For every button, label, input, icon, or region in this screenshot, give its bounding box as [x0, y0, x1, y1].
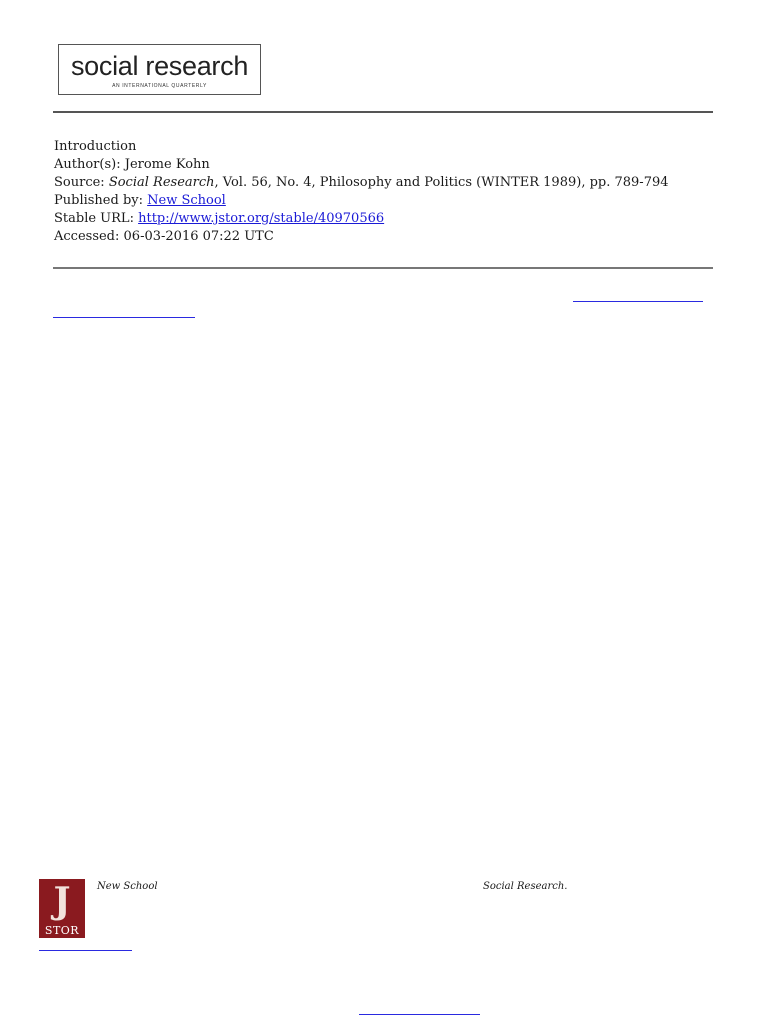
- journal-logo: [58, 44, 261, 95]
- middle-divider: [53, 267, 713, 269]
- published-label: Published by:: [54, 193, 143, 208]
- accessed-line: [54, 228, 714, 246]
- jstor-link-underline[interactable]: [39, 950, 132, 951]
- jstor-logo-text: STOR: [44, 924, 80, 937]
- authors-line: [54, 156, 714, 174]
- bottom-link-underline[interactable]: [359, 1014, 480, 1015]
- accessed-value: 06-03-2016 07:22 UTC: [123, 229, 274, 244]
- terms-link-underline-continued[interactable]: [53, 317, 195, 318]
- top-divider: [53, 111, 713, 113]
- accessed-label: Accessed:: [54, 229, 120, 244]
- footer-journal: Social Research.: [483, 881, 568, 892]
- jstor-logo[interactable]: [39, 879, 85, 938]
- stable-url-line: [54, 210, 714, 228]
- stable-url-label: Stable URL:: [54, 211, 134, 226]
- source-details: , Vol. 56, No. 4, Philosophy and Politics (WINTER 1989), pp. 789-794: [214, 175, 669, 190]
- jstor-logo-letter: J: [53, 880, 71, 922]
- article-metadata: [54, 138, 714, 246]
- article-title: Introduction: [54, 139, 137, 154]
- source-label: Source:: [54, 175, 105, 190]
- journal-logo-subtitle: AN INTERNATIONAL QUARTERLY: [112, 83, 207, 89]
- terms-link-underline[interactable]: [573, 301, 703, 302]
- stable-url-link[interactable]: http://www.jstor.org/stable/40970566: [138, 211, 385, 226]
- authors-value: Jerome Kohn: [124, 157, 210, 172]
- footer-publisher: New School: [97, 881, 158, 892]
- journal-logo-title: social research: [70, 51, 249, 81]
- publisher-link[interactable]: New School: [147, 193, 226, 208]
- source-line: [54, 174, 714, 192]
- authors-label: Author(s):: [54, 157, 121, 172]
- published-line: [54, 192, 714, 210]
- source-journal: Social Research: [108, 175, 215, 190]
